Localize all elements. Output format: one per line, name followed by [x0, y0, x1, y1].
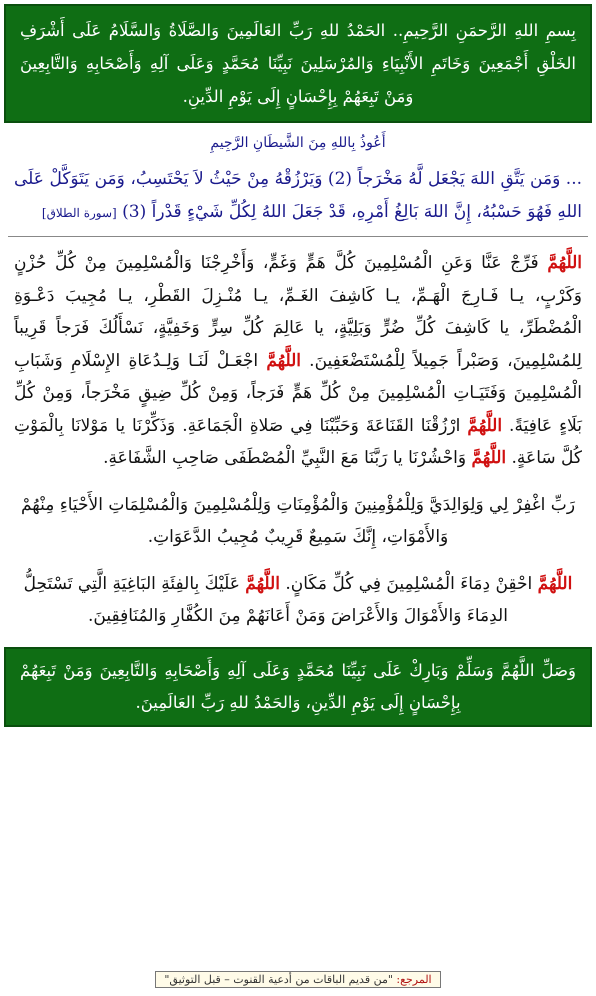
dua2-paragraph	[0, 568, 596, 633]
opening-text: بِسمِ اللهِ الرَّحمَنِ الرَّحِيمِ.. الحَمْدُ للهِ رَبِّ العَالَمِينَ وَالصَّلَاةُ وَالسَّلَامُ عَلَى أَشْرَفِ الخَلْقِ أَجْمَعِينَ وَخَاتَمِ الأَنْبِيَاءِ وَالمُرْسَلِينَ نَبِيِّنَا مُحَمَّدٍ وَعَلَى آلِهِ وَأَصْحَابِهِ وَالتَّابِعِينَ وَمَنْ تَبِعَهُمْ بِإِحْسَانٍ إِلَى يَوْمِ الدِّينِ.	[20, 21, 576, 106]
allahumma-6: اللَّهُمَّ	[245, 573, 280, 594]
allahumma-2: اللَّهُمَّ	[266, 350, 301, 371]
dua-paragraph	[0, 247, 596, 475]
quran-verse-block	[0, 163, 596, 230]
divider	[8, 236, 588, 237]
dua-part-2: اجْعَـلْ لَنَـا وَلِـدُعَاةِ الإِسْلَامِ وَشَبَابِ الْمُسْلِمِينَ وَفَتَيَـاتِ الْمُسْلِمِينَ مِنْ كُلِّ هَمٍّ فَرَجاً، وَمِنْ كُلِّ ضِيقٍ مَخْرَجاً، وَمِنْ كُلِّ بَلَاءٍ عَافِيَةً.	[14, 350, 582, 436]
allahumma-4: اللَّهُمَّ	[471, 448, 507, 468]
istiadha: أَعُوذُ بِاللهِ مِنَ الشَّيطَانِ الرَّجِيمِ	[210, 135, 386, 151]
dua-part-3: ارْزُقْنَا القَنَاعَةَ وَحَبِّبْنَا فِي صَلاةِ الْجَمَاعَةِ. وَذَكِّرْنَا يا مَوْلانَا بِالْمَوْتِ كُلَّ سَاعَةٍ.	[14, 415, 582, 468]
reference-box	[155, 971, 440, 988]
quran-verse: ... وَمَن يَتَّقِ اللهَ يَجْعَل لَّهُ مَخْرَجاً (2) وَيَرْزُقْهُ مِنْ حَيْثُ لاَ يَحْتَسِبُ، وَمَن يَتَوَكَّلْ عَلَى اللهِ فَهُوَ حَسْبُهُ، إِنَّ اللهَ بَالِغُ أَمْرِهِ، قَدْ جَعَلَ اللهُ لِكُلِّ شَيْءٍ قَدْراً (3)	[14, 169, 582, 222]
surah-reference: [سورة الطلاق]	[41, 206, 117, 220]
dua-part-1: فَرِّجْ عَنَّا وَعَنِ الْمُسْلِمِينَ كُلَّ هَمٍّ وَغَمٍّ، وَأَخْرِجْنَا وَالْمُسْلِمِينَ مِنْ كُلِّ حُزْنٍ وَكَرْبٍ، يـا فَـارِجَ الْهَـمِّ، يـا كَاشِفَ الغَـمِّ، يـا مُنْـزِلَ القَطْرِ، يـا مُجِيبَ دَعْـوَةِ الْمُضْطَرِّ، يا كَاشِفَ كُلِّ ضُرٍّ وَبَلِيَّةٍ، يا عَالِمَ كُلِّ سِرٍّ وَخَفِيَّةٍ، نَسْأَلُكَ فَرَجاً قَرِيباً لِلمُسْلِمِينَ، وَصَبْراً جَمِيلاً لِلْمُسْتَضْعَفِينَ.	[14, 253, 582, 371]
allahumma-3: اللَّهُمَّ	[467, 415, 503, 436]
page	[0, 4, 596, 996]
dua2-part-2: عَلَيْكَ بِالفِئَةِ البَاغِيَةِ الَّتِي تَسْتَحِلُّ الدِمَاءَ وَالأَمْوَالَ وَالأَعْرَاضَ وَمَنْ أَعَانَهُمْ مِنَ الكُفَّارِ وَالمُنَافِقِينَ.	[23, 573, 508, 626]
reference-footer	[0, 968, 596, 988]
dua-part-4: وَاحْشُرْنَا يا رَبَّنَا مَعَ النَّبِيِّ الْمُصْطَفَى صَاحِبِ الشَّفَاعَةِ.	[103, 448, 472, 468]
rabb-ighfir-paragraph: رَبِّ اغْفِرْ لِي وَلِوَالِدَيَّ وَلِلْمُؤْمِنِينَ وَالْمُؤْمِنَاتِ وَلِلْمُسْلِمِينَ وَالْمُسْلِمَاتِ الأَحْيَاءِ مِنْهُمْ وَالأَمْوَاتِ، إِنَّكَ سَمِيعٌ قَرِيبٌ مُجِيبُ الدَّعَوَاتِ.	[20, 494, 576, 547]
reference-source: "من قديم الباقات من أدعية القنوت – قبل التوثيق"	[164, 973, 393, 986]
closing-banner	[4, 647, 592, 727]
opening-banner	[4, 4, 592, 123]
closing-text: وَصَلِّ اللَّهُمَّ وَسَلِّمْ وَبَارِكْ عَلَى نَبِيِّنَا مُحَمَّدٍ وَعَلَى آلِهِ وَأَصْحَابِهِ وَالتَّابِعِينَ وَمَنْ تَبِعَهُمْ بِإِحْسَانٍ إِلَى يَوْمِ الدِّينِ، وَالحَمْدُ للهِ رَبِّ العَالَمِينَ.	[20, 660, 576, 712]
allahumma-1: اللَّهُمَّ	[547, 253, 582, 273]
allahumma-5: اللَّهُمَّ	[537, 573, 573, 594]
reference-label: المرجع:	[396, 973, 432, 986]
dua2-part-1: احْقِنْ دِمَاءَ الْمُسْلِمِينَ فِي كُلِّ مَكَانٍ.	[279, 573, 538, 594]
